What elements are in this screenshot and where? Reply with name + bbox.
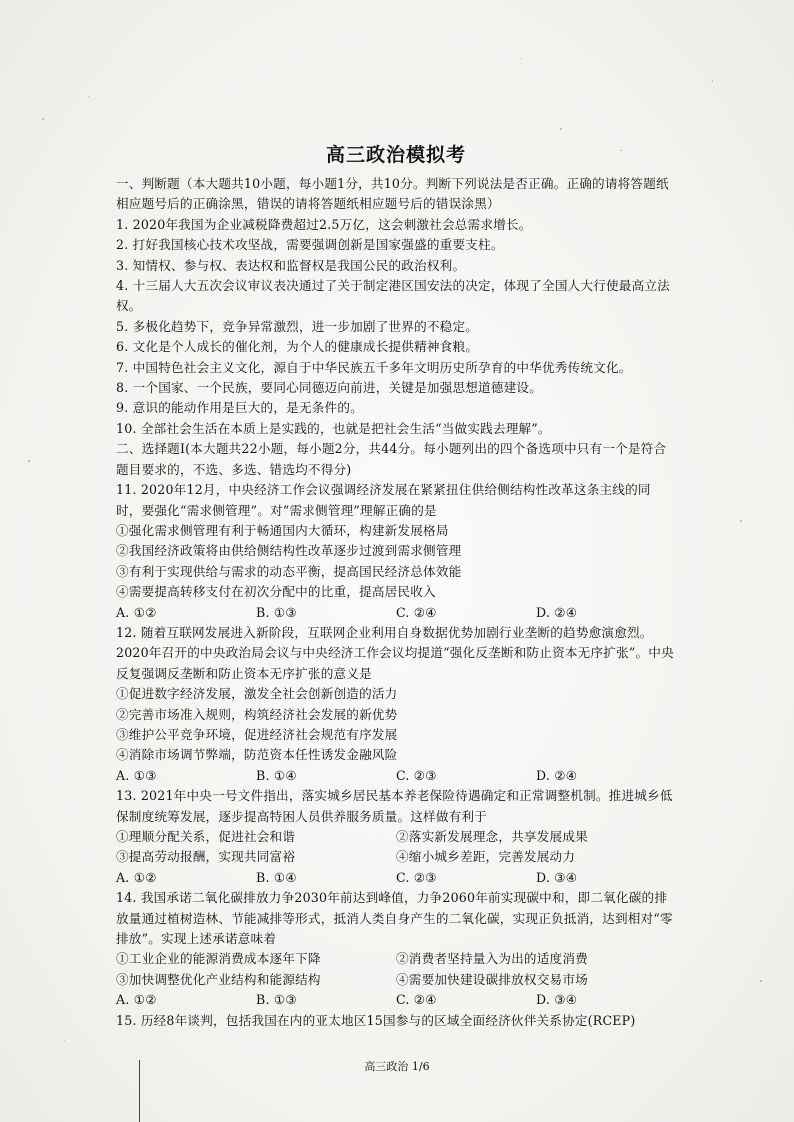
section1-heading: 一、判断题（本大题共10小题，每小题1分，共10分。判断下列说法是否正确。正确的请将答题纸相应题号后的正确涂黑，错误的请将答题纸相应题号后的错误涂黑） <box>116 176 669 212</box>
section2-heading: 二、选择题Ⅰ(本大题共22小题，每小题2分，共44分。每小题列出的四个备选项中只有一个是符合题目要求的，不选、多选、错选均不得分) <box>116 441 667 477</box>
q14-option-3: ③加快调整优化产业结构和能源结构 <box>116 971 321 987</box>
q14-options-row-2 <box>116 970 676 990</box>
q14-answer-a: A. ①② <box>116 992 157 1008</box>
scan-speck <box>760 980 762 982</box>
judge-item-6: 6. 文化是个人成长的催化剂，为个人的健康成长提供精神食粮。 <box>116 339 479 355</box>
judge-item-7: 7. 中国特色社会主义文化，源自于中华民族五千多年文明历史所孕育的中华优秀传统文化。 <box>116 359 632 375</box>
q13-option-3: ③提高劳动报酬，实现共同富裕 <box>116 849 296 865</box>
q13-options-row-1 <box>116 827 676 847</box>
q14-stem: 14. 我国承诺二氧化碳排放力争2030年前达到峰值，力争2060年前实现碳中和，即二氧化碳的排放量通过植树造林、节能减排等形式，抵消人类自身产生的二氧化碳，实现正负抵消，达到相对“零排放”。实现上述承诺意味着 <box>116 890 673 947</box>
q11-answer-d: D. ②④ <box>536 604 578 620</box>
scan-speck <box>712 80 713 82</box>
q13-option-4: ④缩小城乡差距，完善发展动力 <box>396 849 576 865</box>
q14-answer-b: B. ①③ <box>256 992 297 1008</box>
q12-answer-b: B. ①④ <box>256 767 297 783</box>
scan-speck <box>88 96 89 97</box>
q14-option-4: ④需要加快建设碳排放权交易市场 <box>396 971 588 987</box>
q13-options-row-2 <box>116 847 676 867</box>
q11-option-2: ②我国经济政策将由供给侧结构性改革逐步过渡到需求侧管理 <box>116 543 462 559</box>
judge-item-2: 2. 打好我国核心技术攻坚战，需要强调创新是国家强盛的重要支柱。 <box>116 237 504 253</box>
q14-options-row-1 <box>116 949 676 969</box>
exam-content <box>116 142 676 1031</box>
q11-stem: 11. 2020年12月，中央经济工作会议强调经济发展在紧紧扭住供给侧结构性改革这条主线的同时，要强化“需求侧管理”。对“需求侧管理”理解正确的是 <box>116 482 651 518</box>
judge-item-4: 4. 十三届人大五次会议审议表决通过了关于制定港区国安法的决定，体现了全国人大行使最高立法权。 <box>116 278 670 314</box>
q11-option-4: ④需要提高转移支付在初次分配中的比重，提高居民收入 <box>116 584 436 600</box>
q13-answer-d: D. ③④ <box>536 869 578 885</box>
q12-answer-c: C. ②③ <box>396 767 437 783</box>
q12-option-2: ②完善市场准入规则，构筑经济社会发展的新优势 <box>116 706 398 722</box>
q13-answer-a: A. ①② <box>116 869 157 885</box>
q12-answer-a: A. ①③ <box>116 767 157 783</box>
judge-item-9: 9. 意识的能动作用是巨大的，是无条件的。 <box>116 400 363 416</box>
exam-title: 高三政治模拟考 <box>325 144 466 166</box>
scan-speck <box>64 1040 65 1041</box>
scan-speck <box>520 58 521 59</box>
q14-answers <box>116 990 676 1010</box>
q13-option-1: ①理顺分配关系，促进社会和谐 <box>116 829 296 844</box>
scan-speck <box>740 520 742 522</box>
q13-option-2: ②落实新发展理念，共享发展成果 <box>396 829 588 844</box>
q14-option-1: ①工业企业的能源消费成本逐年下降 <box>116 951 321 967</box>
q12-answers <box>116 766 676 786</box>
scan-speck <box>42 118 44 120</box>
q15-stem: 15. 历经8年谈判，包括我国在内的亚太地区15国参与的区域全面经济伙伴关系协定(RCEP) <box>116 1012 636 1028</box>
q14-option-2: ②消费者坚持量入为出的适度消费 <box>396 951 588 967</box>
judge-item-5: 5. 多极化趋势下，竞争异常激烈，进一步加剧了世界的不稳定。 <box>116 318 479 334</box>
q13-answer-b: B. ①④ <box>256 869 297 885</box>
q13-stem: 13. 2021年中央一号文件指出，落实城乡居民基本养老保险待遇确定和正常调整机制。推进城乡低保制度统筹发展，逐步提高特困人员供养服务质量。这样做有利于 <box>116 788 673 824</box>
q12-stem: 12. 随着互联网发展进入新阶段，互联网企业利用自身数据优势加剧行业垄断的趋势愈演愈烈。2020年召开的中央政治局会议与中央经济工作会议均提道“强化反垄断和防止资本无序扩张”。中央反复强调反垄断和防止资本无序扩张的意义是 <box>116 624 674 681</box>
judge-item-1: 1. 2020年我国为企业减税降费超过2.5万亿，这会刺激社会总需求增长。 <box>116 216 532 232</box>
q14-answer-d: D. ③④ <box>536 992 578 1008</box>
q11-answers <box>116 603 676 623</box>
q11-answer-c: C. ②④ <box>396 604 437 620</box>
q11-answer-b: B. ①③ <box>256 604 297 620</box>
scan-speck <box>620 150 622 151</box>
q12-answer-d: D. ②④ <box>536 767 578 783</box>
judge-item-3: 3. 知情权、参与权、表达权和监督权是我国公民的政治权利。 <box>116 257 466 273</box>
q12-option-3: ③维护公平竞争环境，促进经济社会规范有序发展 <box>116 726 398 742</box>
q11-answer-a: A. ①② <box>116 604 157 620</box>
q12-option-4: ④消除市场调节弊端，防范资本任性诱发金融风险 <box>116 747 398 763</box>
q11-option-1: ①强化需求侧管理有利于畅通国内大循环，构建新发展格局 <box>116 522 449 538</box>
judge-item-10: 10. 全部社会生活在本质上是实践的，也就是把社会生活“当做实践去理解”。 <box>116 420 551 436</box>
q11-option-3: ③有利于实现供给与需求的动态平衡，提高国民经济总体效能 <box>116 563 462 579</box>
q13-answers <box>116 868 676 888</box>
q14-answer-c: C. ②④ <box>396 992 437 1008</box>
judge-item-8: 8. 一个国家、一个民族，要同心同德迈向前进，关键是加强思想道德建设。 <box>116 380 543 396</box>
page-footer: 高三政治 1/6 <box>364 1060 430 1073</box>
scan-speck <box>28 460 30 462</box>
scan-speck <box>560 128 562 130</box>
q13-answer-c: C. ②③ <box>396 869 437 885</box>
q12-option-1: ①促进数字经济发展，激发全社会创新创造的活力 <box>116 686 398 702</box>
